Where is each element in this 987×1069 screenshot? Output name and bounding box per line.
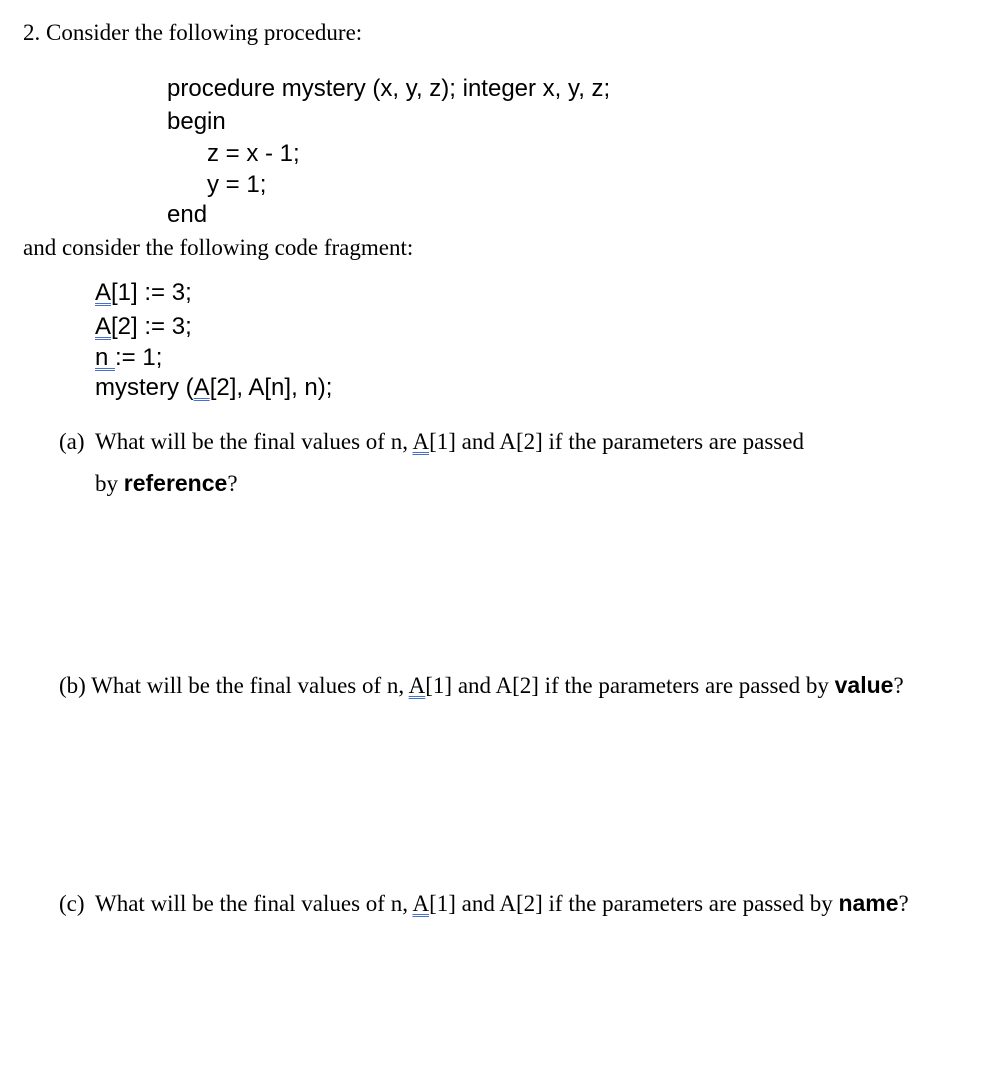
- procedure-body-line: y = 1;: [207, 171, 267, 198]
- part-text: What will be the final values of n,: [91, 673, 409, 698]
- fragment-text: := 1;: [115, 344, 163, 371]
- part-text: [1] and A[2] if the parameters are passed by: [429, 891, 839, 916]
- part-text: by: [95, 471, 124, 496]
- spellcheck-word: A: [95, 313, 112, 340]
- spellcheck-word: A: [412, 429, 430, 454]
- part-text: What will be the final values of n,: [95, 429, 413, 454]
- part-b-label: (b): [59, 673, 86, 698]
- fragment-intro: and consider the following code fragment:: [23, 235, 414, 260]
- part-text: What will be the final values of n,: [95, 891, 413, 916]
- question-heading: [23, 21, 362, 44]
- part-a-line1: [59, 430, 804, 453]
- question-number: 2.: [23, 20, 41, 45]
- part-text: [1] and A[2] if the parameters are passed: [429, 429, 804, 454]
- part-text: ?: [893, 673, 904, 698]
- spellcheck-word: A: [412, 891, 430, 916]
- keyword-reference: reference: [123, 470, 228, 496]
- keyword-name: name: [838, 890, 899, 916]
- spellcheck-word: n: [95, 344, 116, 371]
- fragment-line: [95, 315, 192, 339]
- mystery-call: [95, 376, 332, 400]
- part-c: [59, 892, 909, 915]
- part-a-label: (a): [59, 429, 85, 454]
- part-b: [59, 674, 904, 697]
- spellcheck-word: A: [193, 374, 210, 401]
- part-text: ?: [898, 891, 909, 916]
- part-text: ?: [227, 471, 238, 496]
- procedure-end: end: [167, 201, 208, 228]
- part-text: [1] and A[2] if the parameters are passed by: [425, 673, 835, 698]
- question-intro: Consider the following procedure:: [46, 20, 363, 45]
- spellcheck-word: A: [95, 279, 112, 306]
- procedure-header: procedure mystery (x, y, z); integer x, y, z;: [167, 75, 611, 102]
- procedure-body-line: z = x - 1;: [207, 140, 300, 167]
- fragment-line: [95, 346, 162, 370]
- call-text: [2], A[n], n);: [209, 374, 333, 401]
- part-a-line2: [95, 472, 238, 495]
- call-text: mystery (: [95, 374, 194, 401]
- procedure-begin: begin: [167, 108, 226, 135]
- fragment-text: [2] := 3;: [111, 313, 192, 340]
- keyword-value: value: [834, 672, 894, 698]
- part-c-label: (c): [59, 891, 85, 916]
- fragment-text: [1] := 3;: [111, 279, 192, 306]
- spellcheck-word: A: [408, 673, 426, 698]
- fragment-line: [95, 281, 192, 305]
